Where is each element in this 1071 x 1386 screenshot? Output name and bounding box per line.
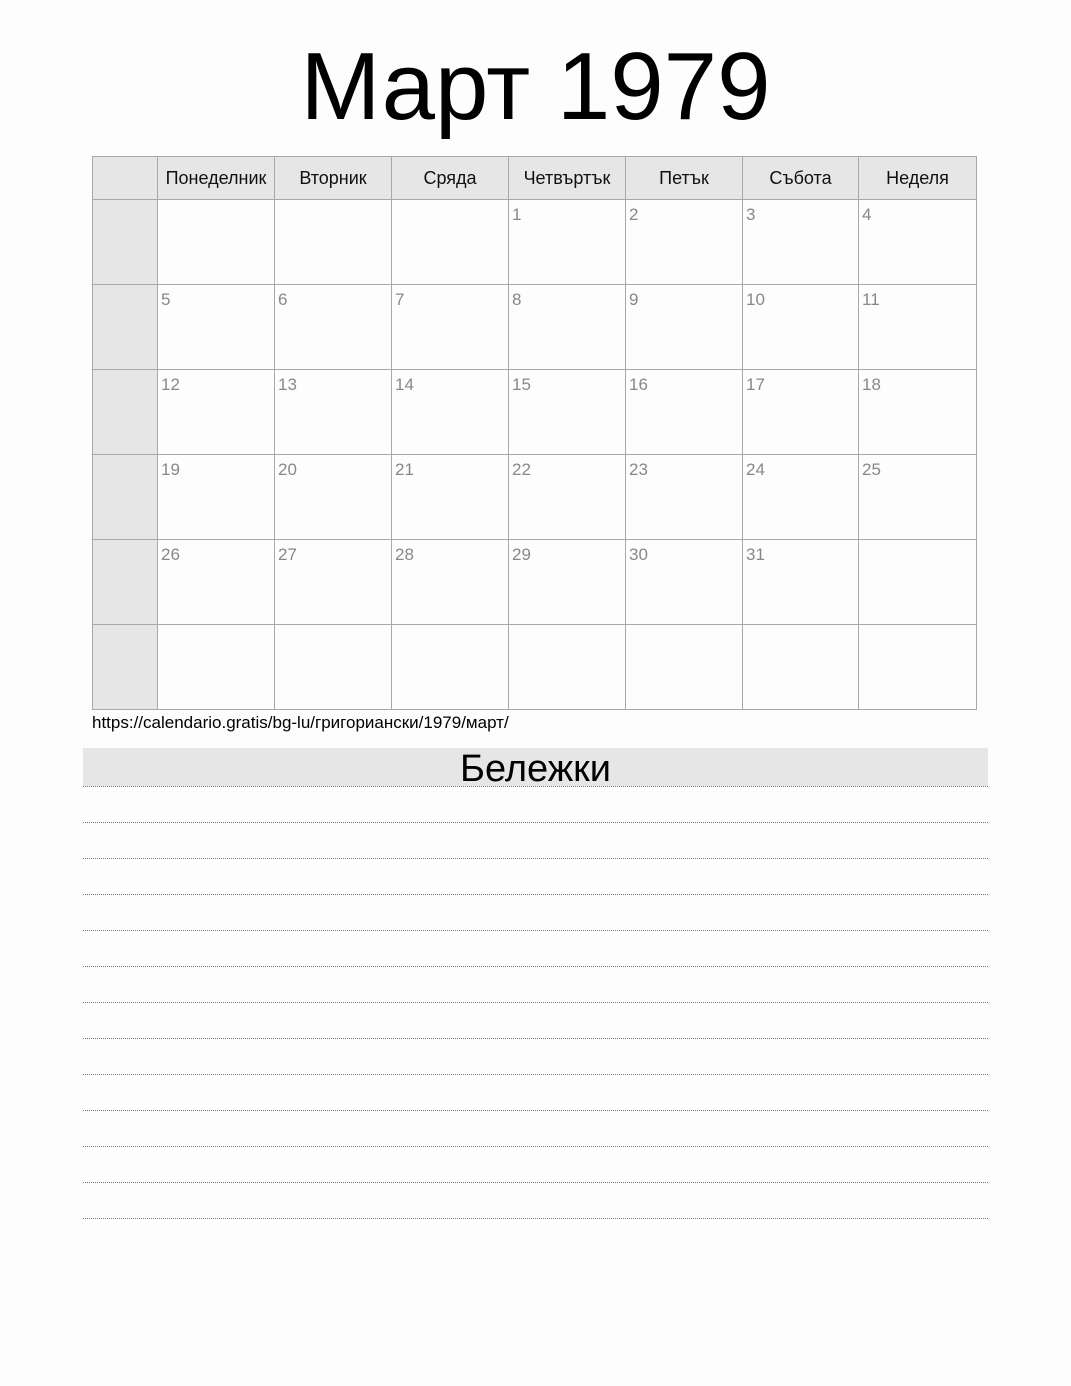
day-number: 12 [161,375,180,394]
day-number: 10 [746,290,765,309]
day-cell[interactable] [275,625,392,710]
day-number: 26 [161,545,180,564]
day-number: 16 [629,375,648,394]
day-number: 23 [629,460,648,479]
day-number: 13 [278,375,297,394]
day-number [275,200,391,206]
day-number [392,200,508,206]
day-cell[interactable] [626,540,743,625]
notes-area[interactable] [83,786,988,1219]
day-cell[interactable] [626,625,743,710]
day-cell[interactable] [392,455,509,540]
week-number-header [93,157,158,200]
week-row [93,455,977,540]
day-cell[interactable] [275,540,392,625]
day-number: 31 [746,545,765,564]
weekday-header: Неделя [859,157,977,200]
day-cell[interactable] [392,285,509,370]
day-cell[interactable] [158,200,275,285]
week-row [93,370,977,455]
day-number: 21 [395,460,414,479]
weekday-header: Петък [626,157,743,200]
weekday-header: Четвъртък [509,157,626,200]
day-number: 9 [629,290,639,309]
day-cell[interactable] [859,200,977,285]
day-cell[interactable] [275,455,392,540]
weekday-header: Вторник [275,157,392,200]
day-cell[interactable] [158,285,275,370]
day-number: 14 [395,375,414,394]
day-number: 28 [395,545,414,564]
day-cell[interactable] [743,455,859,540]
day-cell[interactable] [743,540,859,625]
week-number-cell [93,200,158,285]
day-cell[interactable] [743,625,859,710]
day-cell[interactable] [743,370,859,455]
day-number: 25 [862,460,881,479]
day-cell[interactable] [859,285,977,370]
day-number: 17 [746,375,765,394]
day-cell[interactable] [626,455,743,540]
week-number-cell [93,370,158,455]
week-row [93,625,977,710]
day-number: 8 [512,290,522,309]
week-number-cell [93,625,158,710]
day-number: 27 [278,545,297,564]
day-cell[interactable] [626,285,743,370]
day-number [509,625,625,631]
day-number [158,625,274,631]
day-number: 2 [629,205,639,224]
page-title: Март 1979 [300,33,771,140]
day-number: 1 [512,205,522,224]
day-number [859,625,976,631]
day-number: 3 [746,205,756,224]
day-cell[interactable] [509,285,626,370]
day-number: 18 [862,375,881,394]
day-number: 6 [278,290,288,309]
day-cell[interactable] [859,625,977,710]
day-number: 5 [161,290,171,309]
day-cell[interactable] [509,540,626,625]
day-cell[interactable] [509,455,626,540]
day-number: 7 [395,290,405,309]
day-number: 22 [512,460,531,479]
day-cell[interactable] [392,540,509,625]
day-number: 30 [629,545,648,564]
week-row [93,540,977,625]
note-line[interactable] [83,1111,988,1147]
day-cell[interactable] [509,625,626,710]
note-line[interactable] [83,787,988,823]
day-number: 4 [862,205,872,224]
note-line[interactable] [83,859,988,895]
weekday-header-row [93,157,977,200]
day-cell[interactable] [158,625,275,710]
note-line[interactable] [83,823,988,859]
day-number [275,625,391,631]
day-cell[interactable] [859,540,977,625]
day-cell[interactable] [158,370,275,455]
day-cell[interactable] [392,625,509,710]
day-cell[interactable] [859,370,977,455]
day-cell[interactable] [392,370,509,455]
day-number [859,540,976,546]
day-cell[interactable] [158,540,275,625]
weekday-header: Понеделник [158,157,275,200]
day-number [392,625,508,631]
week-row [93,200,977,285]
day-cell[interactable] [509,370,626,455]
source-url[interactable]: https://calendario.gratis/bg-lu/григориански/1979/март/ [92,713,509,732]
calendar-grid [92,156,977,710]
note-line[interactable] [83,1003,988,1039]
day-cell[interactable] [859,455,977,540]
week-number-cell [93,285,158,370]
day-cell[interactable] [275,285,392,370]
day-cell[interactable] [509,200,626,285]
day-cell[interactable] [392,200,509,285]
weekday-header: Събота [743,157,859,200]
day-cell[interactable] [158,455,275,540]
day-cell[interactable] [743,285,859,370]
day-number: 15 [512,375,531,394]
day-cell[interactable] [275,200,392,285]
week-number-cell [93,455,158,540]
notes-title: Бележки [83,748,988,786]
day-number [158,200,274,206]
note-line[interactable] [83,1147,988,1183]
note-line[interactable] [83,895,988,931]
note-line[interactable] [83,1039,988,1075]
day-number: 11 [862,290,880,309]
day-number [743,625,858,631]
note-line[interactable] [83,931,988,967]
note-line[interactable] [83,1075,988,1111]
day-cell[interactable] [743,200,859,285]
day-number [626,625,742,631]
note-line[interactable] [83,1183,988,1219]
note-line[interactable] [83,967,988,1003]
weekday-header: Сряда [392,157,509,200]
week-row [93,285,977,370]
day-cell[interactable] [275,370,392,455]
week-number-cell [93,540,158,625]
day-number: 24 [746,460,765,479]
day-cell[interactable] [626,200,743,285]
day-number: 29 [512,545,531,564]
day-number: 20 [278,460,297,479]
day-cell[interactable] [626,370,743,455]
day-number: 19 [161,460,180,479]
